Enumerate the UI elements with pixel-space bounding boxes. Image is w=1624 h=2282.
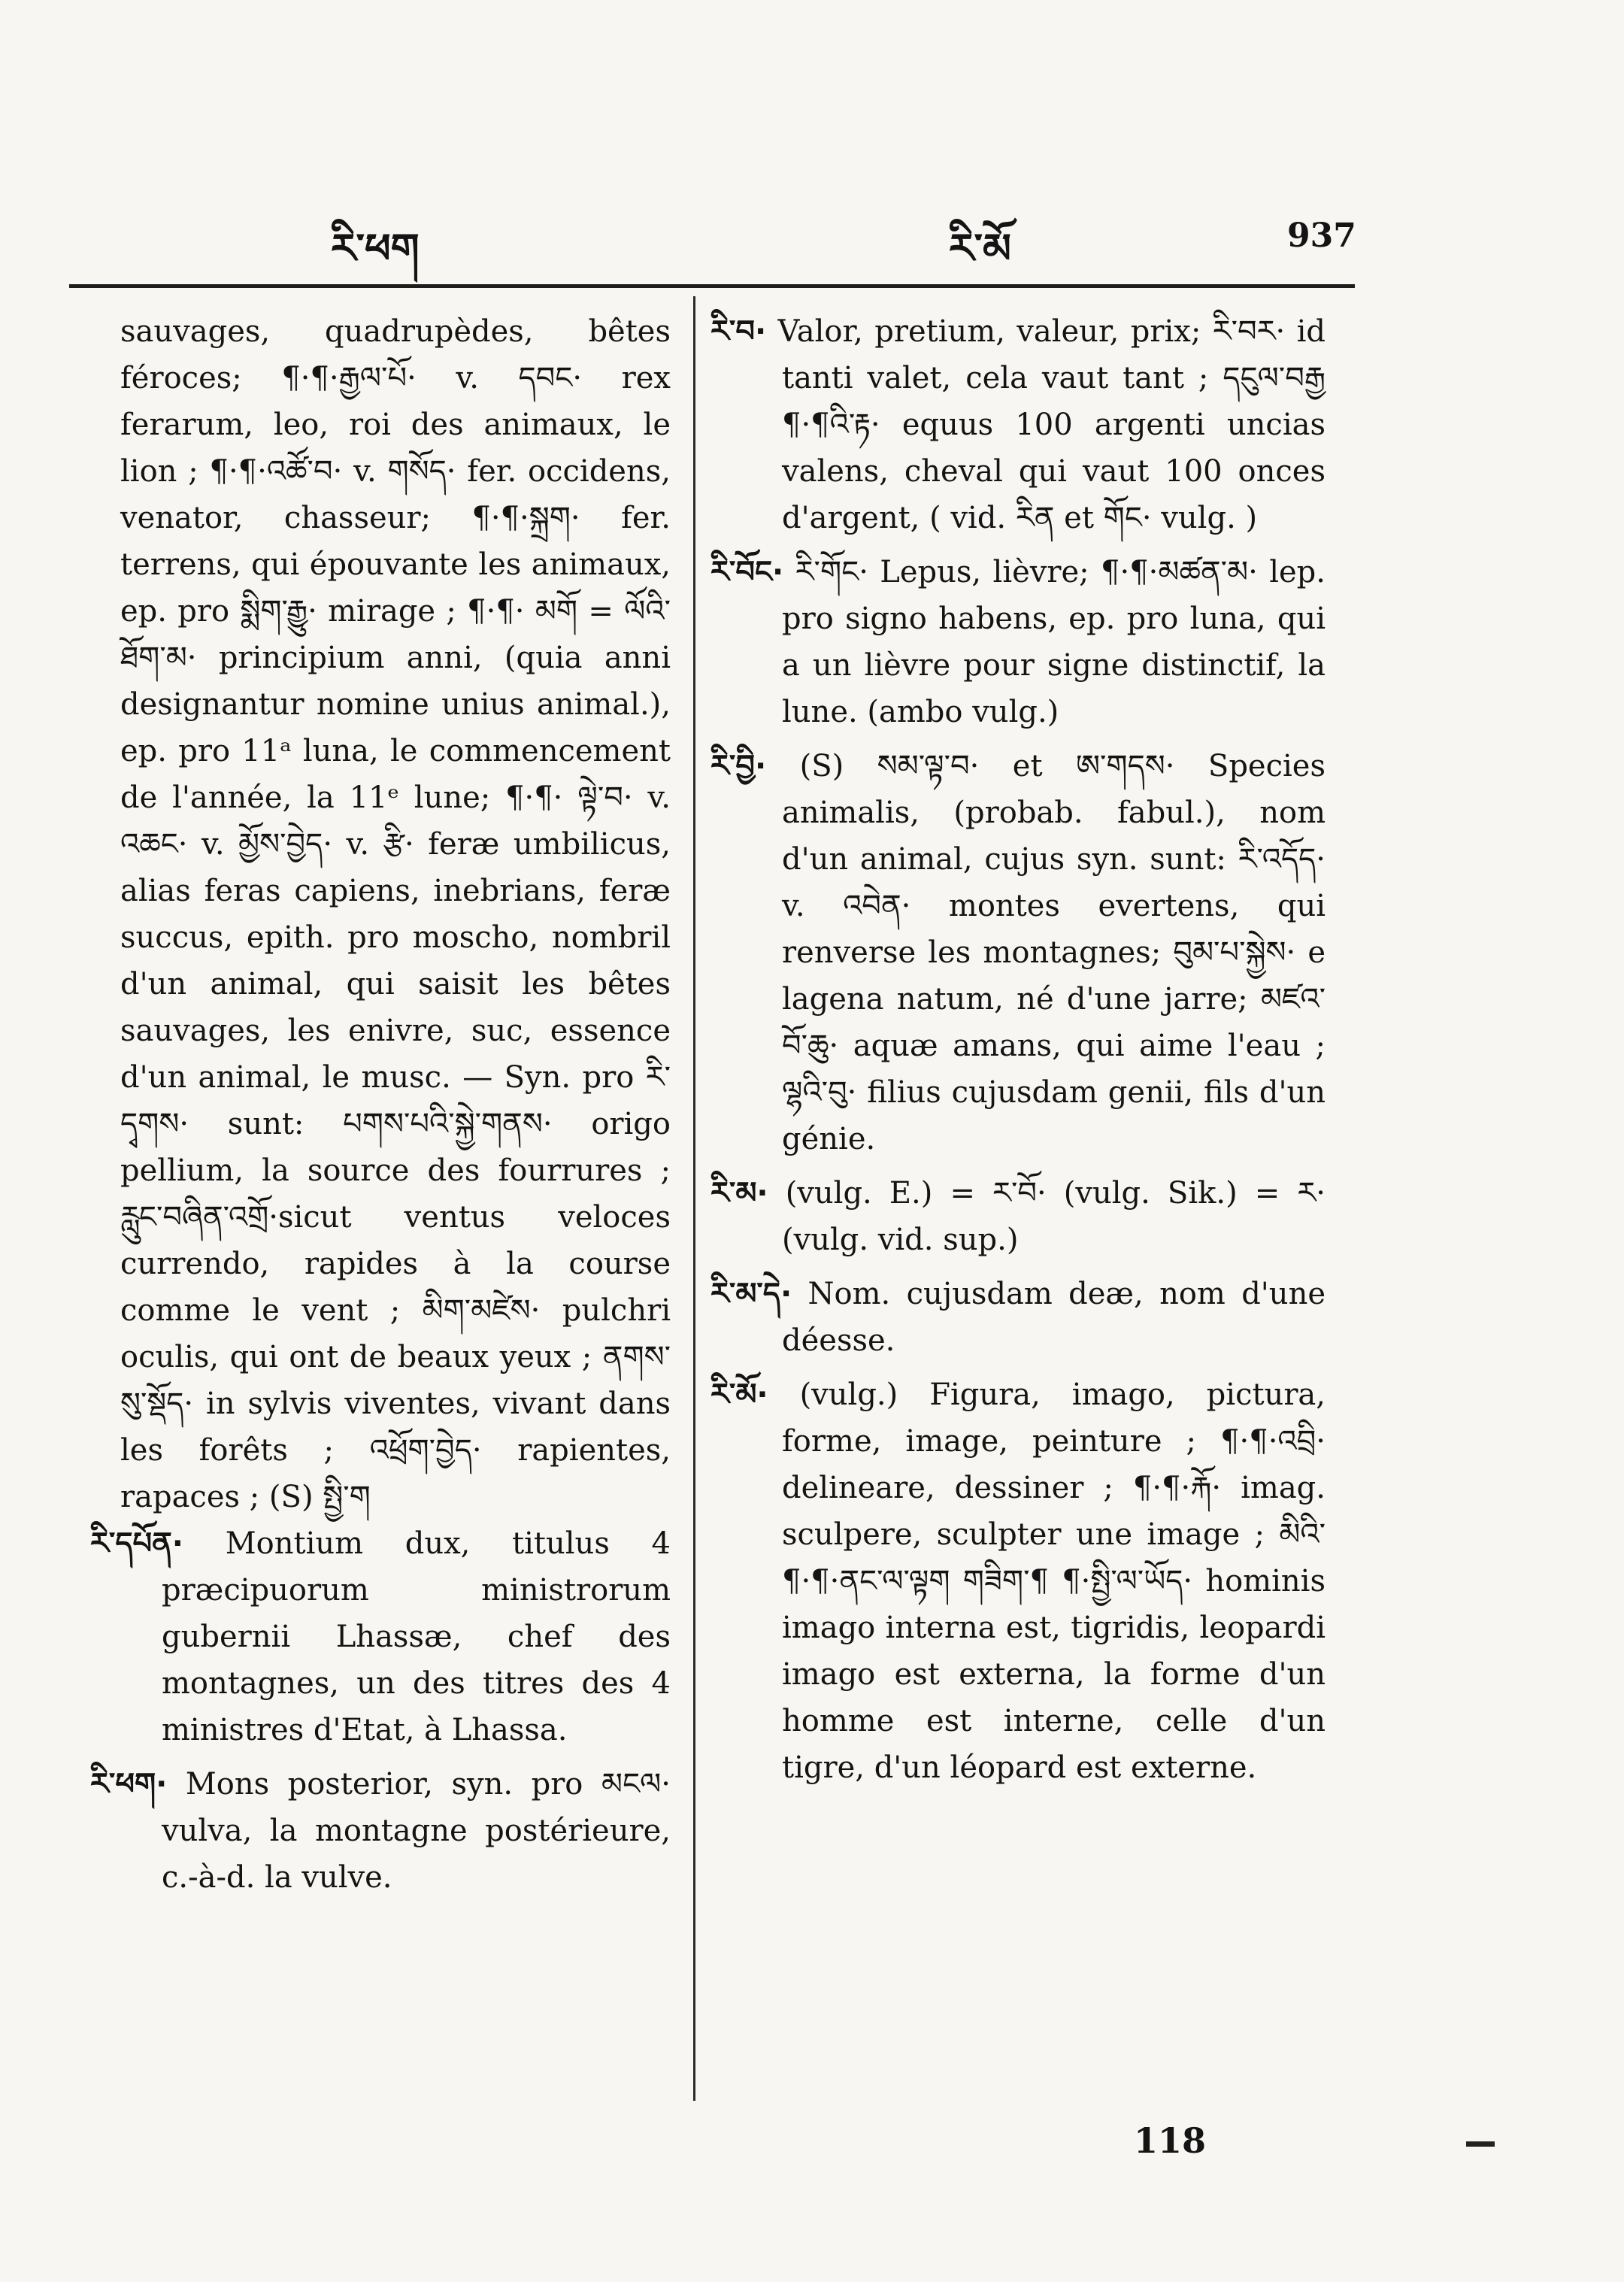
header-rule [69,284,1355,288]
column-divider [693,296,695,2101]
continued-entry [90,308,671,1520]
dictionary-entry [710,743,1326,1162]
right-column [710,308,1326,1799]
margin-mark [1466,2141,1495,2147]
dictionary-entry [710,308,1326,541]
left-headword: རི་ཕག [331,225,420,272]
entry-text: Montium dux, titulus 4 præcipuorum ministrorum gubernii Lhassæ, chef des montagnes, un des titres des 4 ministres d'Etat, à Lhassa. [162,1526,671,1747]
entry-headword: རི་བ· [710,314,767,349]
entry-text: (S) སམ་ལྟ་བ· et ཨ་གདས· Species animalis, (probab. fabul.), nom d'un animal, cujus syn. sunt: རི་འདོད· v. འབེན· montes evertens, qui renverse les montagnes; བུམ་པ་སྐྱེས· e lagena natum, né d'une jarre; མཛའ་བོ་ཆུ· aquæ amans, qui aime l'eau ; ལྷའི་བུ· filius cujusdam genii, fils d'un génie. [782,749,1326,1156]
entry-headword: རི་མོ· [710,1377,768,1412]
entry-text: Mons posterior, syn. pro མངལ· vulva, la montagne postérieure, c.-à-d. la vulve. [162,1767,671,1895]
continued-entry-text: sauvages, quadrupèdes, bêtes féroces; ¶·¶·རྒྱལ་པོ· v. དབང· rex ferarum, leo, roi des animaux, le lion ; ¶·¶·འཚོ་བ· v. གསོད· fer. occidens, venator, chasseur; ¶·¶·སྐྲག· fer. terrens, qui épouvante les animaux, ep. pro སྨིག་རྒྱུ· mirage ; ¶·¶· མགོ = ལོའི་ཐོག་མ· principium anni, (quia anni designantur nomine unius animal.), ep. pro 11ᵃ luna, le commencement de l'année, la 11ᵉ lune; ¶·¶· ལྟེ་བ· v. འཆང· v. མྱོས་བྱེད· v. རྩི· feræ umbilicus, alias feras capiens, inebrians, feræ succus, epith. pro moscho, nombril d'un animal, qui saisit les bêtes sauvages, les enivre, suc, essence d'un animal, le musc. — Syn. pro རི་དྭགས· sunt: པགས་པའི་སྐྱེ་གནས· origo pellium, la source des fourrures ; རླུང་བཞིན་འགྲོ·sicut ventus veloces currendo, rapides à la course comme le vent ; མིག་མཛེས· pulchri oculis, qui ont de beaux yeux ; ནགས་སུ་སྡོད· in sylvis viventes, vivant dans les forêts ; འཕྲོག་བྱེད· rapientes, rapaces ; (S) སྤྱི་ག [120,314,671,1514]
running-header [0,203,1624,286]
entry-headword: རི་མ· [710,1176,768,1211]
entry-text: Nom. cujusdam deæ, nom d'une déesse. [782,1277,1326,1358]
entry-text: (vulg. E.) = ར་བོ· (vulg. Sik.) = ར· (vulg. vid. sup.) [782,1176,1326,1257]
dictionary-entry [710,1170,1326,1263]
dictionary-entry [710,1371,1326,1791]
entry-headword: རི་དཔོན· [90,1526,183,1561]
entry-headword: རི་མ་དེ· [710,1277,792,1311]
entry-headword: རི་བོང· [710,555,784,589]
page-number: 937 [1287,217,1356,255]
dictionary-entry [710,1271,1326,1364]
signature-mark: 118 [1134,2120,1207,2161]
entry-headword: རི་ཕག· [90,1767,168,1802]
left-column [90,308,671,1908]
entry-text: (vulg.) Figura, imago, pictura, forme, image, peinture ; ¶·¶·འབྲི· delineare, dessiner ; ¶·¶·རྐོ· imag. sculpere, sculpter une image ; མིའི་¶·¶·ནང་ལ་ལྟག གཟིག་¶ ¶·སྤྱི་ལ་ཡོད· hominis imago interna est, tigridis, leopardi imago est externa, la forme d'un homme est interne, celle d'un tigre, d'un léopard est externe. [782,1377,1326,1785]
entry-text: Valor, pretium, valeur, prix; རི་བར· id tanti valet, cela vaut tant ; དངུལ་བརྒྱ ¶·¶འི་རྟ· equus 100 argenti uncias valens, cheval qui vaut 100 onces d'argent, ( vid. རིན et གོང· vulg. ) [777,314,1326,535]
entry-headword: རི་བྱི· [710,749,767,783]
entry-text: རི་གོང· Lepus, lièvre; ¶·¶·མཚན་མ· lep. pro signo habens, ep. pro luna, qui a un lièvre pour signe distinctif, la lune. (ambo vulg.) [782,555,1326,729]
dictionary-entry [710,549,1326,735]
dictionary-entry [90,1761,671,1901]
dictionary-entry [90,1520,671,1753]
right-headword: རི་མོ [949,225,1011,272]
